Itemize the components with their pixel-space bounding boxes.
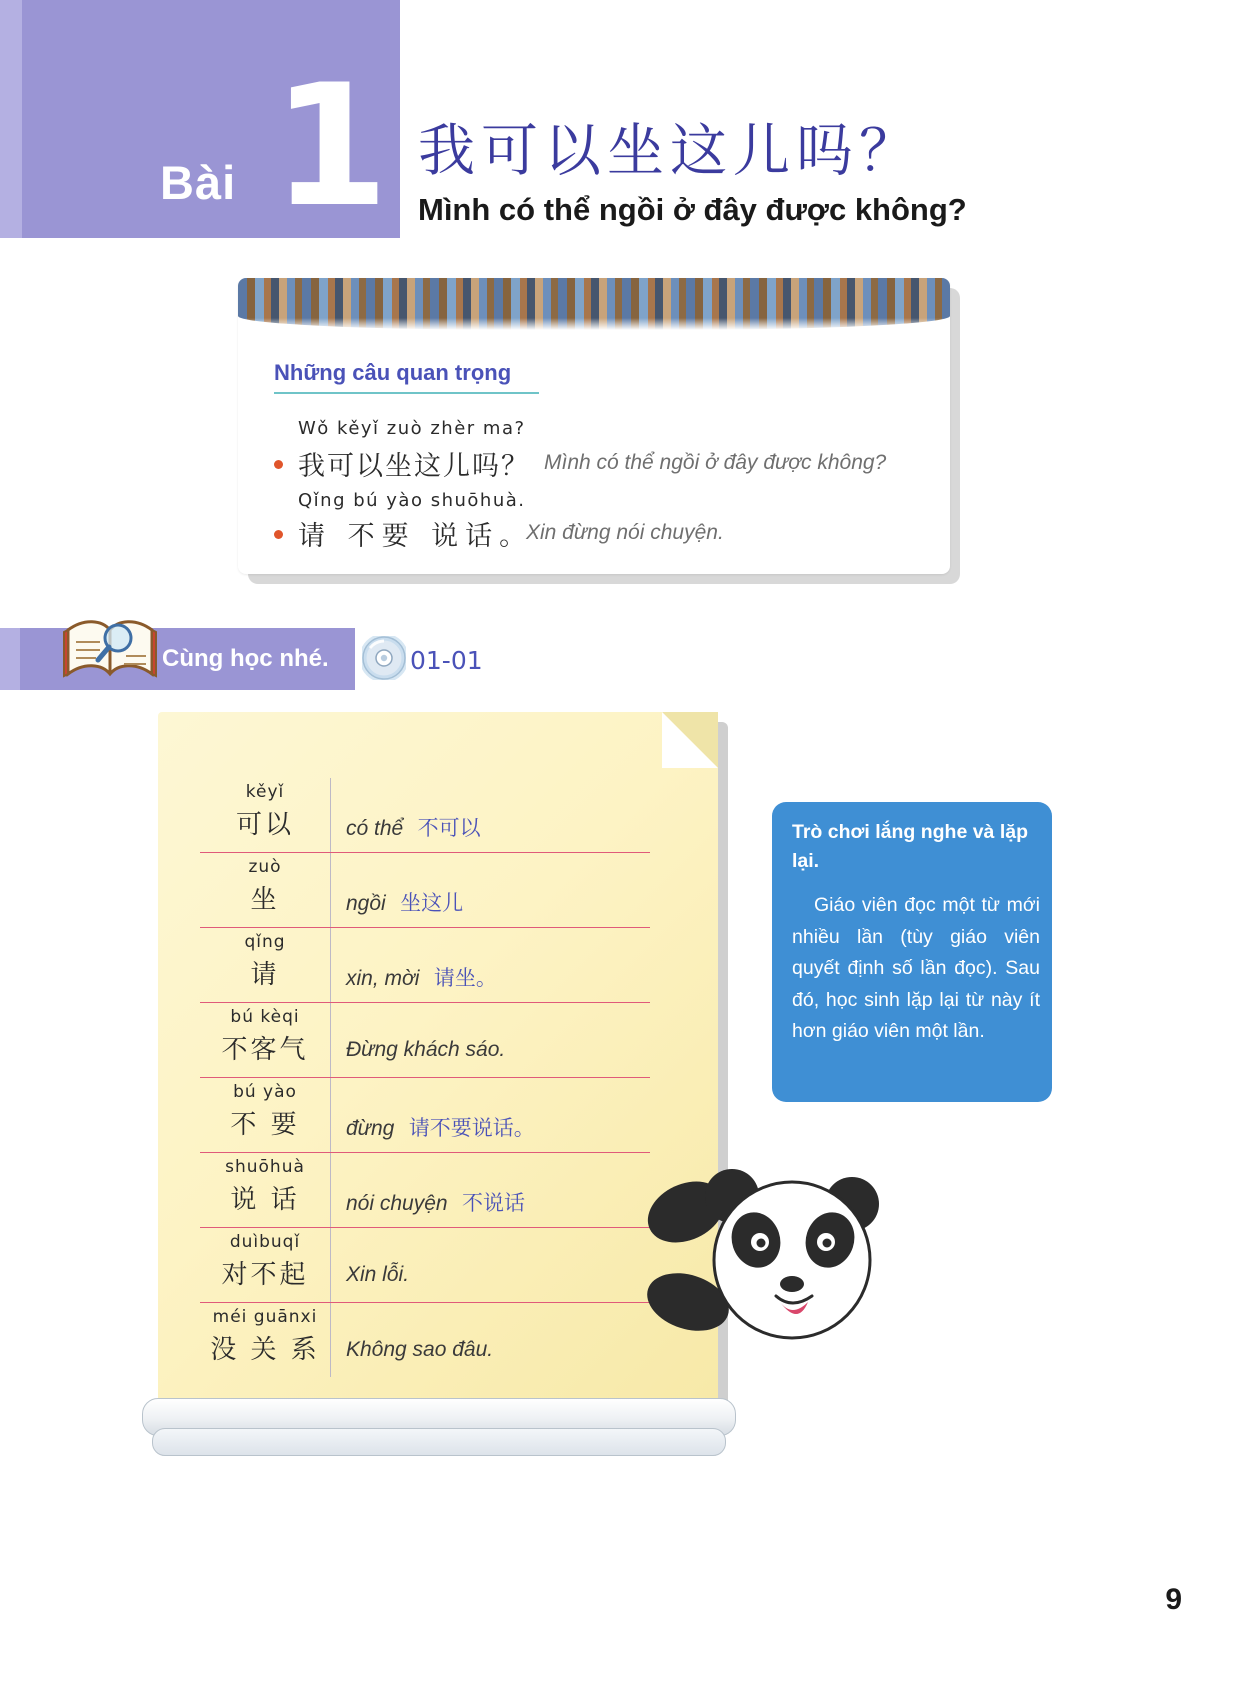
vocab-hanzi: 可以 bbox=[235, 810, 294, 840]
key-sentence-translation-1: Mình có thể ngồi ở đây được không? bbox=[544, 451, 887, 474]
vocab-pinyin: bú kèqi bbox=[230, 1007, 300, 1027]
page-title-vietnamese: Mình có thể ngồi ở đây được không? bbox=[418, 192, 967, 227]
vocab-pinyin: kěyǐ bbox=[245, 782, 285, 802]
vocab-hanzi: 坐 bbox=[250, 885, 280, 915]
vocab-word-cell bbox=[200, 1228, 331, 1302]
key-sentences-card bbox=[238, 278, 950, 574]
vocab-vietnamese: có thể bbox=[346, 817, 404, 840]
heading-underline bbox=[274, 392, 539, 394]
teacher-note-body: Giáo viên đọc một từ mới nhiều lần (tùy giáo viên quyết định số lần đọc). Sau đó, học sinh lặp lại từ này ít hơn giáo viên một lần. bbox=[792, 894, 1040, 1043]
table-row bbox=[200, 1303, 650, 1377]
key-sentence-pinyin-2: Qǐng bú yào shuōhuà. bbox=[298, 490, 526, 511]
vocab-example: 请不要说话。 bbox=[408, 1116, 535, 1140]
table-row bbox=[200, 1003, 650, 1078]
vocab-meaning-cell bbox=[346, 962, 497, 992]
vocab-vietnamese: Không sao đâu. bbox=[346, 1338, 494, 1361]
vocab-meaning-cell bbox=[346, 887, 463, 917]
bullet-icon bbox=[274, 530, 283, 539]
vocab-hanzi: 对不起 bbox=[221, 1260, 309, 1290]
vocab-example: 坐这儿 bbox=[400, 891, 464, 915]
key-sentence-pinyin-1: Wǒ kěyǐ zuò zhèr ma? bbox=[298, 418, 526, 439]
vocab-vietnamese: Xin lỗi. bbox=[346, 1263, 410, 1286]
vocab-pinyin: bú yào bbox=[233, 1082, 297, 1102]
vocab-pinyin: méi guānxi bbox=[212, 1307, 318, 1327]
vocab-pinyin: shuōhuà bbox=[225, 1157, 305, 1177]
vocab-vietnamese: ngồi bbox=[346, 892, 386, 915]
open-book-magnifier-icon bbox=[62, 612, 158, 686]
table-row bbox=[200, 928, 650, 1003]
header-band-accent bbox=[0, 0, 22, 238]
vocab-word-cell bbox=[200, 1078, 331, 1152]
bullet-icon bbox=[274, 460, 283, 469]
vocab-example: 请坐。 bbox=[433, 966, 497, 990]
vocab-word-cell bbox=[200, 928, 331, 1002]
vocab-pinyin: zuò bbox=[248, 857, 282, 877]
table-row bbox=[200, 778, 650, 853]
vocab-word-cell bbox=[200, 778, 331, 852]
vocab-meaning-cell bbox=[346, 1037, 515, 1062]
cd-icon bbox=[362, 636, 406, 680]
vocab-vietnamese: nói chuyện bbox=[346, 1192, 448, 1215]
vocab-meaning-cell bbox=[346, 812, 481, 842]
vocab-hanzi: 不客气 bbox=[221, 1035, 309, 1065]
vocab-hanzi: 不 要 bbox=[230, 1110, 300, 1140]
vocab-vietnamese: Đừng khách sáo. bbox=[346, 1038, 506, 1061]
table-row bbox=[200, 1228, 650, 1303]
vocab-meaning-cell bbox=[346, 1262, 419, 1287]
vocab-meaning-cell bbox=[346, 1187, 525, 1217]
learn-together-band-accent bbox=[0, 628, 20, 690]
vocab-hanzi: 请 bbox=[250, 960, 280, 990]
vocab-meaning-cell bbox=[346, 1337, 503, 1362]
scroll-roll-bottom bbox=[152, 1428, 726, 1456]
panda-illustration bbox=[640, 1160, 900, 1400]
vocab-meaning-cell bbox=[346, 1112, 535, 1142]
lesson-word: Bài bbox=[160, 156, 237, 209]
vocab-example: 不可以 bbox=[417, 816, 481, 840]
vocab-hanzi: 没 关 系 bbox=[210, 1335, 320, 1365]
vocab-pinyin: qǐng bbox=[244, 932, 286, 952]
key-sentence-hanzi-1: 我可以坐这儿吗？ bbox=[298, 451, 530, 482]
vocab-example: 不说话 bbox=[462, 1191, 526, 1215]
brush-stroke-fade bbox=[238, 318, 950, 334]
vocab-word-cell bbox=[200, 1303, 331, 1377]
vocab-word-cell bbox=[200, 1003, 331, 1077]
vocabulary-table bbox=[200, 778, 650, 1377]
table-row bbox=[200, 1078, 650, 1153]
page-number: 9 bbox=[1165, 1583, 1182, 1616]
vocab-vietnamese: xin, mời bbox=[346, 967, 420, 990]
vocab-hanzi: 说 话 bbox=[230, 1185, 300, 1215]
vocab-pinyin: duìbuqǐ bbox=[229, 1232, 301, 1252]
teacher-note-box bbox=[772, 802, 1052, 1102]
teacher-note-title: Trò chơi lắng nghe và lặp lại. bbox=[792, 821, 1028, 873]
vocab-word-cell bbox=[200, 1153, 331, 1227]
key-sentence-translation-2: Xin đừng nói chuyện. bbox=[526, 521, 724, 544]
vocab-vietnamese: đừng bbox=[346, 1117, 395, 1140]
audio-track-label: 01-01 bbox=[410, 646, 483, 675]
key-sentences-heading: Những câu quan trọng bbox=[274, 360, 512, 385]
learn-together-label: Cùng học nhé. bbox=[162, 645, 329, 672]
page-title-chinese: 我可以坐这儿吗？ bbox=[418, 118, 922, 184]
vocab-word-cell bbox=[200, 853, 331, 927]
table-row bbox=[200, 1153, 650, 1228]
lesson-number: 1 bbox=[272, 48, 389, 244]
key-sentence-hanzi-2: 请 不要 说话。 bbox=[298, 521, 534, 552]
table-row bbox=[200, 853, 650, 928]
